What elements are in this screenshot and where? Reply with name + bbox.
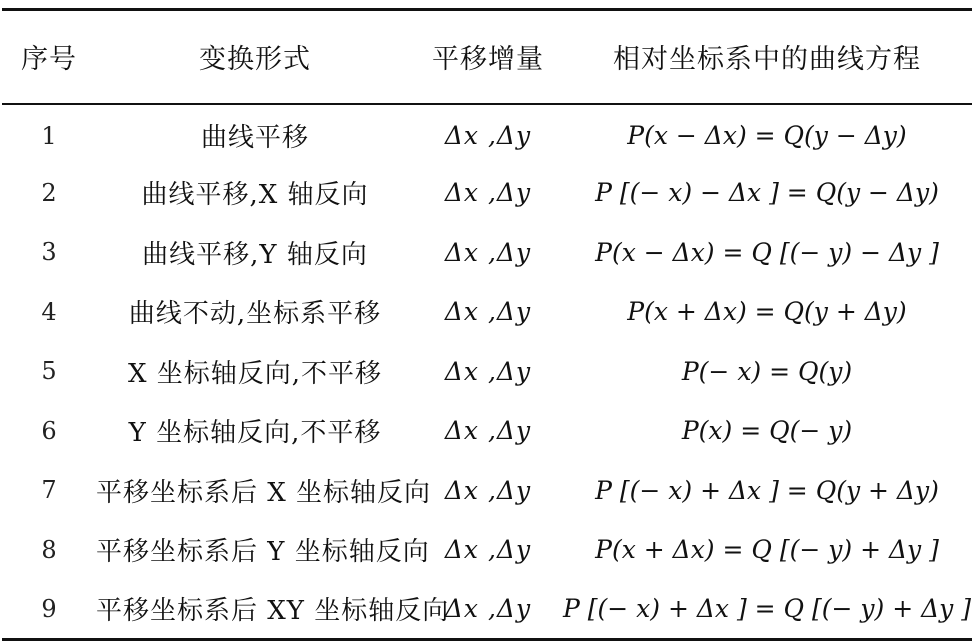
row-increment: Δx ,Δy xyxy=(414,580,562,640)
table-row xyxy=(2,461,972,521)
row-form: Y 坐标轴反向,不平移 xyxy=(128,418,382,449)
row-form: 曲线平移 xyxy=(200,123,309,154)
row-equation: P(− x) = Q(y) xyxy=(681,356,853,386)
row-form: 曲线平移,Y 轴反向 xyxy=(142,239,368,270)
row-increment: Δx ,Δy xyxy=(444,475,532,505)
header-increment: 平移增量 xyxy=(414,10,562,104)
row-equation: P [(− x) − Δx ] = Q(y − Δy) xyxy=(595,178,939,208)
row-equation: P(x) = Q(− y) xyxy=(681,416,853,446)
table-row xyxy=(2,401,972,461)
row-no: 2 xyxy=(41,178,57,207)
row-no: 3 xyxy=(41,238,57,267)
row-no: 9 xyxy=(2,580,96,640)
row-increment: Δx ,Δy xyxy=(444,297,532,327)
table-row xyxy=(2,520,972,580)
row-form: 平移坐标系后 Y 坐标轴反向 xyxy=(96,537,430,568)
row-form: 曲线不动,坐标系平移 xyxy=(128,299,382,330)
row-form: 曲线平移,X 轴反向 xyxy=(141,180,369,211)
row-increment: Δx ,Δy xyxy=(444,121,532,151)
row-no: 1 xyxy=(41,121,57,150)
table-row xyxy=(2,163,972,223)
table-row xyxy=(2,282,972,342)
table-body xyxy=(2,104,972,640)
row-no: 5 xyxy=(41,357,57,386)
row-increment: Δx ,Δy xyxy=(444,178,532,208)
row-equation: P(x + Δx) = Q(y + Δy) xyxy=(627,297,907,327)
row-no: 6 xyxy=(41,416,57,445)
row-no: 4 xyxy=(41,297,57,326)
header-form: 变换形式 xyxy=(96,10,414,104)
row-equation: P [(− x) + Δx ] = Q(y + Δy) xyxy=(595,475,939,505)
table-header xyxy=(2,10,972,104)
row-no: 7 xyxy=(41,476,57,505)
table-row xyxy=(2,342,972,402)
row-equation: P(x − Δx) = Q [(− y) − Δy ] xyxy=(595,237,939,267)
row-increment: Δx ,Δy xyxy=(444,416,532,446)
header-equation: 相对坐标系中的曲线方程 xyxy=(562,10,972,104)
header-row xyxy=(2,10,972,104)
row-form: X 坐标轴反向,不平移 xyxy=(127,358,383,389)
row-increment: Δx ,Δy xyxy=(444,237,532,267)
row-equation: P [(− x) + Δx ] = Q [(− y) + Δy ] xyxy=(562,580,972,640)
row-increment: Δx ,Δy xyxy=(444,356,532,386)
table-row xyxy=(2,580,972,640)
table-row xyxy=(2,223,972,283)
table-row xyxy=(2,104,972,164)
transform-table xyxy=(2,8,972,641)
row-equation: P(x − Δx) = Q(y − Δy) xyxy=(627,121,907,151)
row-form: 平移坐标系后 X 坐标轴反向 xyxy=(96,477,432,508)
header-no: 序号 xyxy=(2,10,96,104)
row-equation: P(x + Δx) = Q [(− y) + Δy ] xyxy=(595,535,939,565)
row-increment: Δx ,Δy xyxy=(444,535,532,565)
row-no: 8 xyxy=(41,535,57,564)
row-form: 平移坐标系后 XY 坐标轴反向 xyxy=(96,580,414,640)
